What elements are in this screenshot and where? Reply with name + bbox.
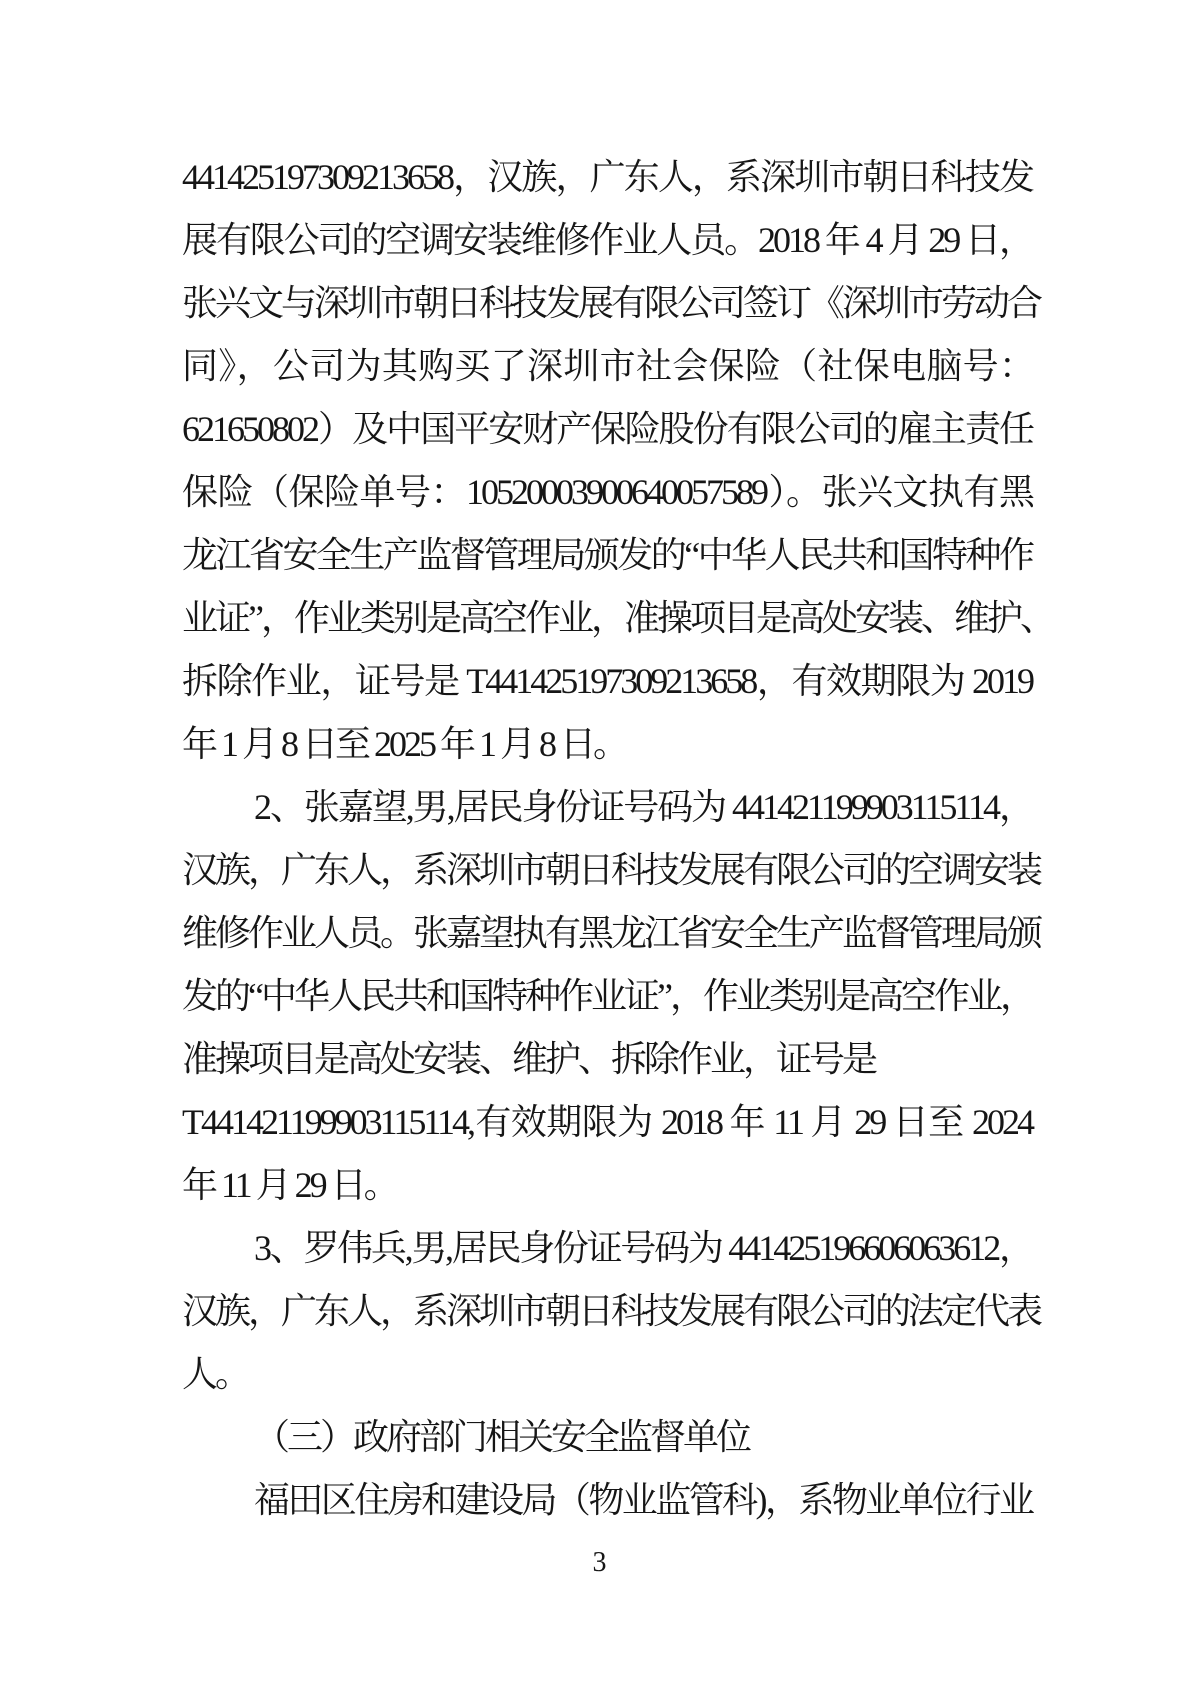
text-line-1: 441425197309213658，汉族，广东人，系深圳市朝日科技发 — [182, 157, 1032, 197]
text-line-6: 保险（保险单号：10520003900640057589）。张兴文执有黑 — [182, 472, 1032, 512]
text-line-2: 展有限公司的空调安装维修作业人员。2018 年 4 月 29 日， — [182, 220, 1032, 260]
text-line-19: 汉族，广东人，系深圳市朝日科技发展有限公司的法定代表 — [182, 1291, 1041, 1331]
text-line-13: 维修作业人员。张嘉望执有黑龙江省安全生产监督管理局颁 — [182, 913, 1041, 953]
body-text — [182, 146, 1053, 1532]
text-line-15: 准操项目是高处安装、维护、拆除作业，证号是 — [182, 1039, 876, 1079]
text-line-8: 业证”，作业类别是高空作业，准操项目是高处安装、维护、 — [182, 598, 1053, 638]
text-line-9: 拆除作业，证号是 T441425197309213658，有效期限为 2019 — [182, 661, 1032, 701]
text-line-14: 发的“中华人民共和国特种作业证”，作业类别是高空作业， — [182, 976, 1033, 1016]
text-line-22: 福田区住房和建设局（物业监管科)，系物业单位行业 — [254, 1480, 1032, 1520]
text-line-20: 人。 — [182, 1354, 249, 1394]
text-line-5: 621650802）及中国平安财产保险股份有限公司的雇主责任 — [182, 409, 1032, 449]
text-line-10: 年 1 月 8 日至 2025 年 1 月 8 日。 — [182, 724, 627, 764]
text-line-12: 汉族，广东人，系深圳市朝日科技发展有限公司的空调安装 — [182, 850, 1041, 890]
text-line-16: T441421199903115114,有效期限为 2018 年 11 月 29 日至 2024 — [182, 1102, 1032, 1142]
text-line-21-section-heading: （三）政府部门相关安全监督单位 — [254, 1417, 750, 1457]
page-number: 3 — [592, 1547, 607, 1578]
text-line-4: 同》，公司为其购买了深圳市社会保险（社保电脑号： — [182, 346, 1032, 386]
text-line-11: 2、张嘉望,男,居民身份证号码为 441421199903115114， — [254, 787, 1032, 827]
text-line-7: 龙江省安全生产监督管理局颁发的“中华人民共和国特种作 — [182, 535, 1032, 575]
text-line-18: 3、罗伟兵,男,居民身份证号码为 441425196606063612， — [254, 1228, 1032, 1268]
text-line-3: 张兴文与深圳市朝日科技发展有限公司签订《深圳市劳动合 — [182, 283, 1041, 323]
text-line-17: 年 11 月 29 日。 — [182, 1165, 397, 1205]
